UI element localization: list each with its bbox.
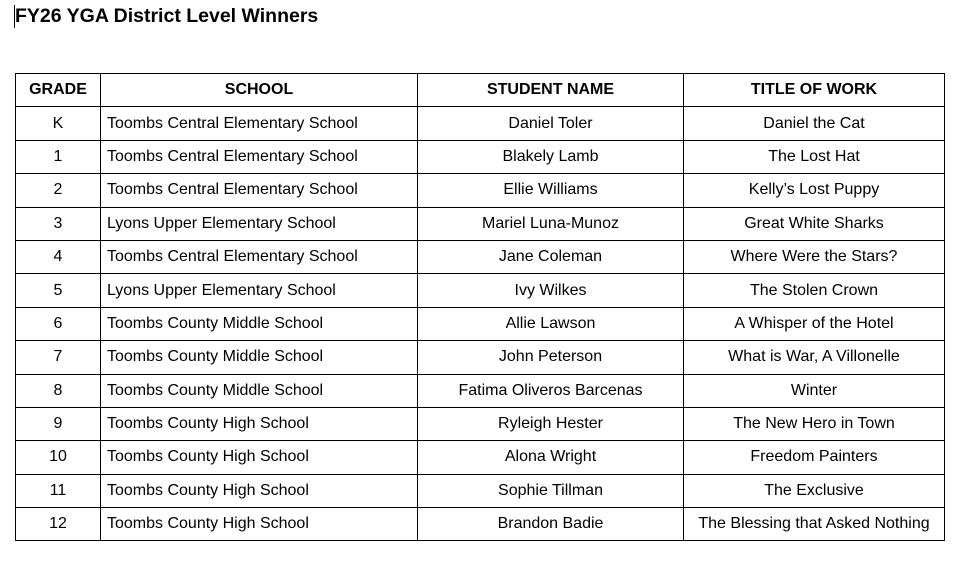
- cell-grade[interactable]: 4: [16, 240, 101, 273]
- table-row: [16, 508, 945, 541]
- cell-title-of-work[interactable]: The Stolen Crown: [684, 274, 945, 307]
- cell-school[interactable]: Toombs County High School: [101, 474, 418, 507]
- cell-school[interactable]: Toombs Central Elementary School: [101, 107, 418, 140]
- cell-grade[interactable]: 12: [16, 508, 101, 541]
- cell-student-name[interactable]: Allie Lawson: [418, 307, 684, 340]
- table-row: [16, 174, 945, 207]
- document-title[interactable]: FY26 YGA District Level Winners: [15, 5, 319, 27]
- cell-grade[interactable]: 3: [16, 207, 101, 240]
- table-row: [16, 207, 945, 240]
- cell-grade[interactable]: 5: [16, 274, 101, 307]
- cell-title-of-work[interactable]: The Lost Hat: [684, 140, 945, 173]
- cell-school[interactable]: Toombs Central Elementary School: [101, 240, 418, 273]
- cell-student-name[interactable]: Daniel Toler: [418, 107, 684, 140]
- cell-title-of-work[interactable]: The Exclusive: [684, 474, 945, 507]
- cell-school[interactable]: Toombs Central Elementary School: [101, 174, 418, 207]
- cell-title-of-work[interactable]: Daniel the Cat: [684, 107, 945, 140]
- cell-school[interactable]: Toombs County High School: [101, 441, 418, 474]
- winners-table: [15, 73, 945, 541]
- cell-grade[interactable]: 7: [16, 341, 101, 374]
- table-row: [16, 374, 945, 407]
- cell-title-of-work[interactable]: What is War, A Villonelle: [684, 341, 945, 374]
- header-title-of-work[interactable]: TITLE OF WORK: [684, 74, 945, 107]
- cell-grade[interactable]: 6: [16, 307, 101, 340]
- table-row: [16, 107, 945, 140]
- cell-student-name[interactable]: Alona Wright: [418, 441, 684, 474]
- cell-school[interactable]: Toombs County High School: [101, 508, 418, 541]
- cell-school[interactable]: Toombs County Middle School: [101, 307, 418, 340]
- header-student-name[interactable]: STUDENT NAME: [418, 74, 684, 107]
- cell-school[interactable]: Toombs Central Elementary School: [101, 140, 418, 173]
- cell-student-name[interactable]: Jane Coleman: [418, 240, 684, 273]
- header-grade[interactable]: GRADE: [16, 74, 101, 107]
- cell-grade[interactable]: 8: [16, 374, 101, 407]
- cell-grade[interactable]: 11: [16, 474, 101, 507]
- cell-school[interactable]: Toombs County Middle School: [101, 341, 418, 374]
- cell-grade[interactable]: K: [16, 107, 101, 140]
- table-row: [16, 140, 945, 173]
- cell-title-of-work[interactable]: Where Were the Stars?: [684, 240, 945, 273]
- cell-title-of-work[interactable]: The Blessing that Asked Nothing: [684, 508, 945, 541]
- cell-student-name[interactable]: John Peterson: [418, 341, 684, 374]
- cell-grade[interactable]: 10: [16, 441, 101, 474]
- table-row: [16, 307, 945, 340]
- cell-student-name[interactable]: Ellie Williams: [418, 174, 684, 207]
- cell-grade[interactable]: 1: [16, 140, 101, 173]
- cell-student-name[interactable]: Brandon Badie: [418, 508, 684, 541]
- cell-student-name[interactable]: Mariel Luna-Munoz: [418, 207, 684, 240]
- table-row: [16, 274, 945, 307]
- cell-student-name[interactable]: Ryleigh Hester: [418, 407, 684, 440]
- cell-school[interactable]: Lyons Upper Elementary School: [101, 207, 418, 240]
- cell-title-of-work[interactable]: The New Hero in Town: [684, 407, 945, 440]
- table-row: [16, 474, 945, 507]
- table-header-row: [16, 74, 945, 107]
- cell-title-of-work[interactable]: Kelly’s Lost Puppy: [684, 174, 945, 207]
- cell-title-of-work[interactable]: Great White Sharks: [684, 207, 945, 240]
- table-row: [16, 441, 945, 474]
- cell-student-name[interactable]: Ivy Wilkes: [418, 274, 684, 307]
- cell-school[interactable]: Toombs County Middle School: [101, 374, 418, 407]
- cell-title-of-work[interactable]: Winter: [684, 374, 945, 407]
- header-school[interactable]: SCHOOL: [101, 74, 418, 107]
- cell-school[interactable]: Lyons Upper Elementary School: [101, 274, 418, 307]
- table-row: [16, 407, 945, 440]
- cell-title-of-work[interactable]: Freedom Painters: [684, 441, 945, 474]
- cell-title-of-work[interactable]: A Whisper of the Hotel: [684, 307, 945, 340]
- cell-grade[interactable]: 9: [16, 407, 101, 440]
- cell-student-name[interactable]: Blakely Lamb: [418, 140, 684, 173]
- cell-student-name[interactable]: Sophie Tillman: [418, 474, 684, 507]
- cell-school[interactable]: Toombs County High School: [101, 407, 418, 440]
- cell-grade[interactable]: 2: [16, 174, 101, 207]
- table-row: [16, 341, 945, 374]
- table-row: [16, 240, 945, 273]
- cell-student-name[interactable]: Fatima Oliveros Barcenas: [418, 374, 684, 407]
